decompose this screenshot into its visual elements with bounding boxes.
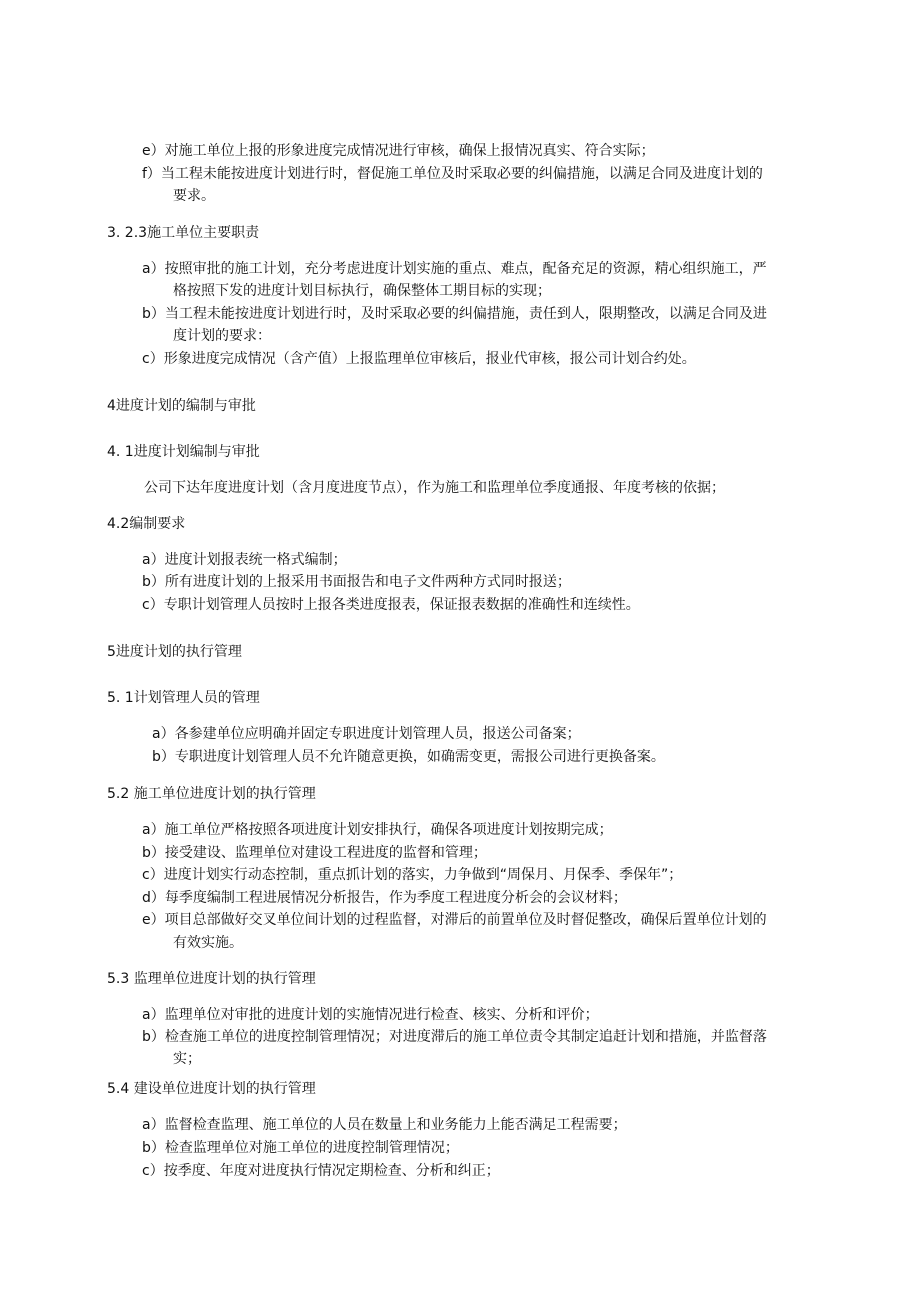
list-item: a）监理单位对审批的进度计划的实施情况进行检查、核实、分析和评价； [142,1007,599,1023]
section-heading-5-2: 5.2 施工单位进度计划的执行管理 [107,786,316,802]
list-item: a）监督检查监理、施工单位的人员在数量上和业务能力上能否满足工程需要； [142,1117,627,1133]
list-item: b）专职进度计划管理人员不允许随意更换，如确需变更，需报公司进行更换备案。 [152,749,665,765]
list-item: a）按照审批的施工计划，充分考虑进度计划实施的重点、难点，配备充足的资源，精心组织施工，严 [142,261,767,277]
list-item: b）当工程未能按进度计划进行时，及时采取必要的纠偏措施，责任到人，限期整改，以满足合同及进 [142,306,767,322]
section-heading-4-2: 4.2编制要求 [107,516,186,532]
list-item: b）检查施工单位的进度控制管理情况；对进度滞后的施工单位责令其制定追赶计划和措施，并监督落 [142,1029,767,1045]
list-item: c）进度计划实行动态控制，重点抓计划的落实，力争做到“周保月、月保季、季保年”； [142,867,683,883]
list-item: c）形象进度完成情况（含产值）上报监理单位审核后，报业代审核，报公司计划合约处。 [142,351,696,367]
section-heading-5-1: 5. 1计划管理人员的管理 [107,690,260,706]
section-heading-3-2-3: 3. 2.3施工单位主要职责 [107,225,260,241]
section-heading-5: 5进度计划的执行管理 [107,644,242,660]
list-item: c）按季度、年度对进度执行情况定期检查、分析和纠正； [142,1163,500,1179]
section-heading-4-1: 4. 1进度计划编制与审批 [107,444,260,460]
list-item-continuation: 有效实施。 [173,935,243,951]
list-item: e）项目总部做好交叉单位间计划的过程监督，对滞后的前置单位及时督促整改，确保后置单位计划的 [142,912,767,928]
list-item-continuation: 格按照下发的进度计划目标执行，确保整体工期目标的实现； [173,283,551,299]
list-item: b）所有进度计划的上报采用书面报告和电子文件两种方式同时报送； [142,574,571,590]
list-item: a）施工单位严格按照各项进度计划安排执行，确保各项进度计划按期完成； [142,822,613,838]
section-heading-5-4: 5.4 建设单位进度计划的执行管理 [107,1081,316,1097]
section-heading-5-3: 5.3 监理单位进度计划的执行管理 [107,971,316,987]
list-item-continuation: 度计划的要求： [173,328,271,344]
list-item-continuation: 实； [173,1051,201,1067]
list-item: d）每季度编制工程进展情况分析报告，作为季度工程进度分析会的会议材料； [142,890,627,906]
section-heading-4: 4进度计划的编制与审批 [107,398,256,414]
list-item: c）专职计划管理人员按时上报各类进度报表，保证报表数据的准确性和连续性。 [142,597,640,613]
list-item: b）检查监理单位对施工单位的进度控制管理情况； [142,1140,459,1156]
list-item: a）各参建单位应明确并固定专职进度计划管理人员，报送公司备案； [152,726,581,742]
list-item: e）对施工单位上报的形象进度完成情况进行审核，确保上报情况真实、符合实际； [142,143,655,159]
list-item: f）当工程未能按进度计划进行时，督促施工单位及时采取必要的纠偏措施，以满足合同及进度计划的 [142,166,763,182]
list-item: a）进度计划报表统一格式编制； [142,552,347,568]
list-item-continuation: 要求。 [173,188,215,204]
paragraph: 公司下达年度进度计划（含月度进度节点），作为施工和监理单位季度通报、年度考核的依据； [144,480,725,496]
list-item: b）接受建设、监理单位对建设工程进度的监督和管理； [142,845,487,861]
